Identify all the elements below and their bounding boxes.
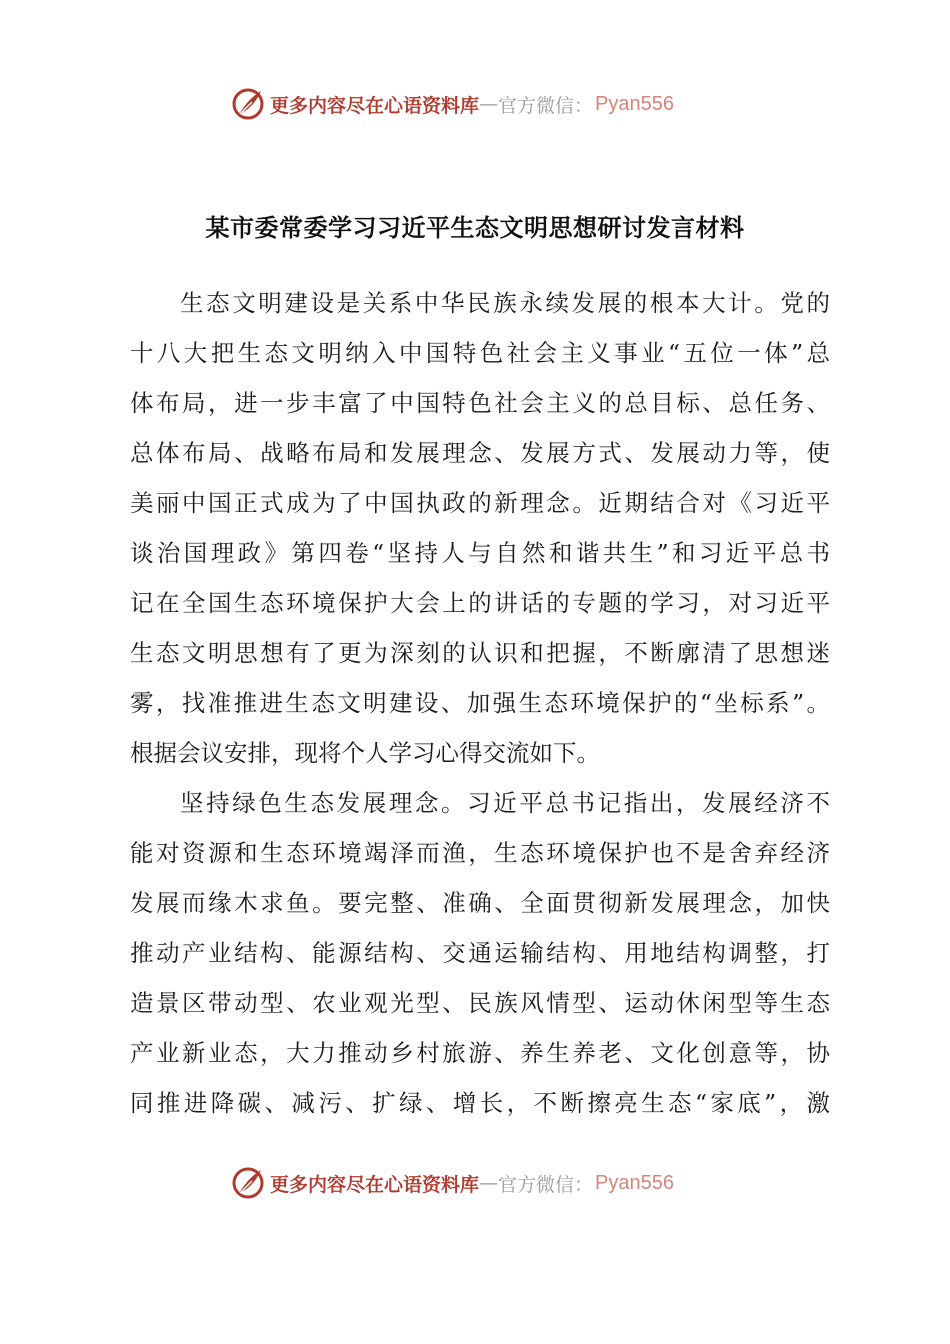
watermark-main-text: 更多内容尽在心语资料库	[270, 94, 480, 117]
watermark-label: 官方微信：	[498, 94, 594, 117]
text-line: 根据会议安排，现将个人学习心得交流如下。	[130, 739, 600, 767]
text-line: 发展而缘木求鱼。要完整、准确、全面贯彻新发展理念，加快	[130, 889, 830, 917]
text-line: 记在全国生态环境保护大会上的讲话的专题的学习，对习近平	[130, 589, 830, 617]
text-line: 谈治国理政》第四卷“坚持人与自然和谐共生”和习近平总书	[130, 539, 830, 567]
text-line: 能对资源和生态环境竭泽而渔，生态环境保护也不是舍弃经济	[130, 839, 830, 867]
document-body	[130, 278, 830, 1128]
watermark-dash: —	[479, 1172, 499, 1194]
watermark-label: 官方微信：	[498, 1173, 594, 1196]
watermark-dash: —	[479, 93, 499, 115]
text-line: 美丽中国正式成为了中国执政的新理念。近期结合对《习近平	[130, 489, 830, 517]
text-line: 生态文明建设是关系中华民族永续发展的根本大计。党的	[180, 289, 830, 317]
text-line: 坚持绿色生态发展理念。习近平总书记指出，发展经济不	[180, 789, 830, 817]
watermark-main-text: 更多内容尽在心语资料库	[270, 1173, 480, 1196]
text-line: 造景区带动型、农业观光型、民族风情型、运动休闲型等生态	[130, 989, 830, 1017]
text-line: 生态文明思想有了更为深刻的认识和把握，不断廓清了思想迷	[130, 639, 830, 667]
watermark-banner-top	[230, 84, 750, 124]
quill-logo-icon	[230, 86, 266, 122]
text-line: 推动产业结构、能源结构、交通运输结构、用地结构调整，打	[130, 939, 830, 967]
text-line: 十八大把生态文明纳入中国特色社会主义事业“五位一体”总	[130, 339, 830, 367]
text-line: 体布局，进一步丰富了中国特色社会主义的总目标、总任务、	[130, 389, 830, 417]
text-line: 同推进降碳、减污、扩绿、增长，不断擦亮生态“家底”，激	[130, 1089, 830, 1117]
watermark-account: Pyan556	[595, 1171, 674, 1194]
watermark-banner-bottom	[230, 1163, 750, 1203]
text-line: 总体布局、战略布局和发展理念、发展方式、发展动力等，使	[130, 439, 830, 467]
watermark-account: Pyan556	[595, 92, 674, 115]
document-title: 某市委常委学习习近平生态文明思想研讨发言材料	[205, 213, 745, 242]
quill-logo-icon	[230, 1165, 266, 1201]
text-line: 雾，找准推进生态文明建设、加强生态环境保护的“坐标系”。	[130, 689, 830, 717]
text-line: 产业新业态，大力推动乡村旅游、养生养老、文化创意等，协	[130, 1039, 830, 1067]
